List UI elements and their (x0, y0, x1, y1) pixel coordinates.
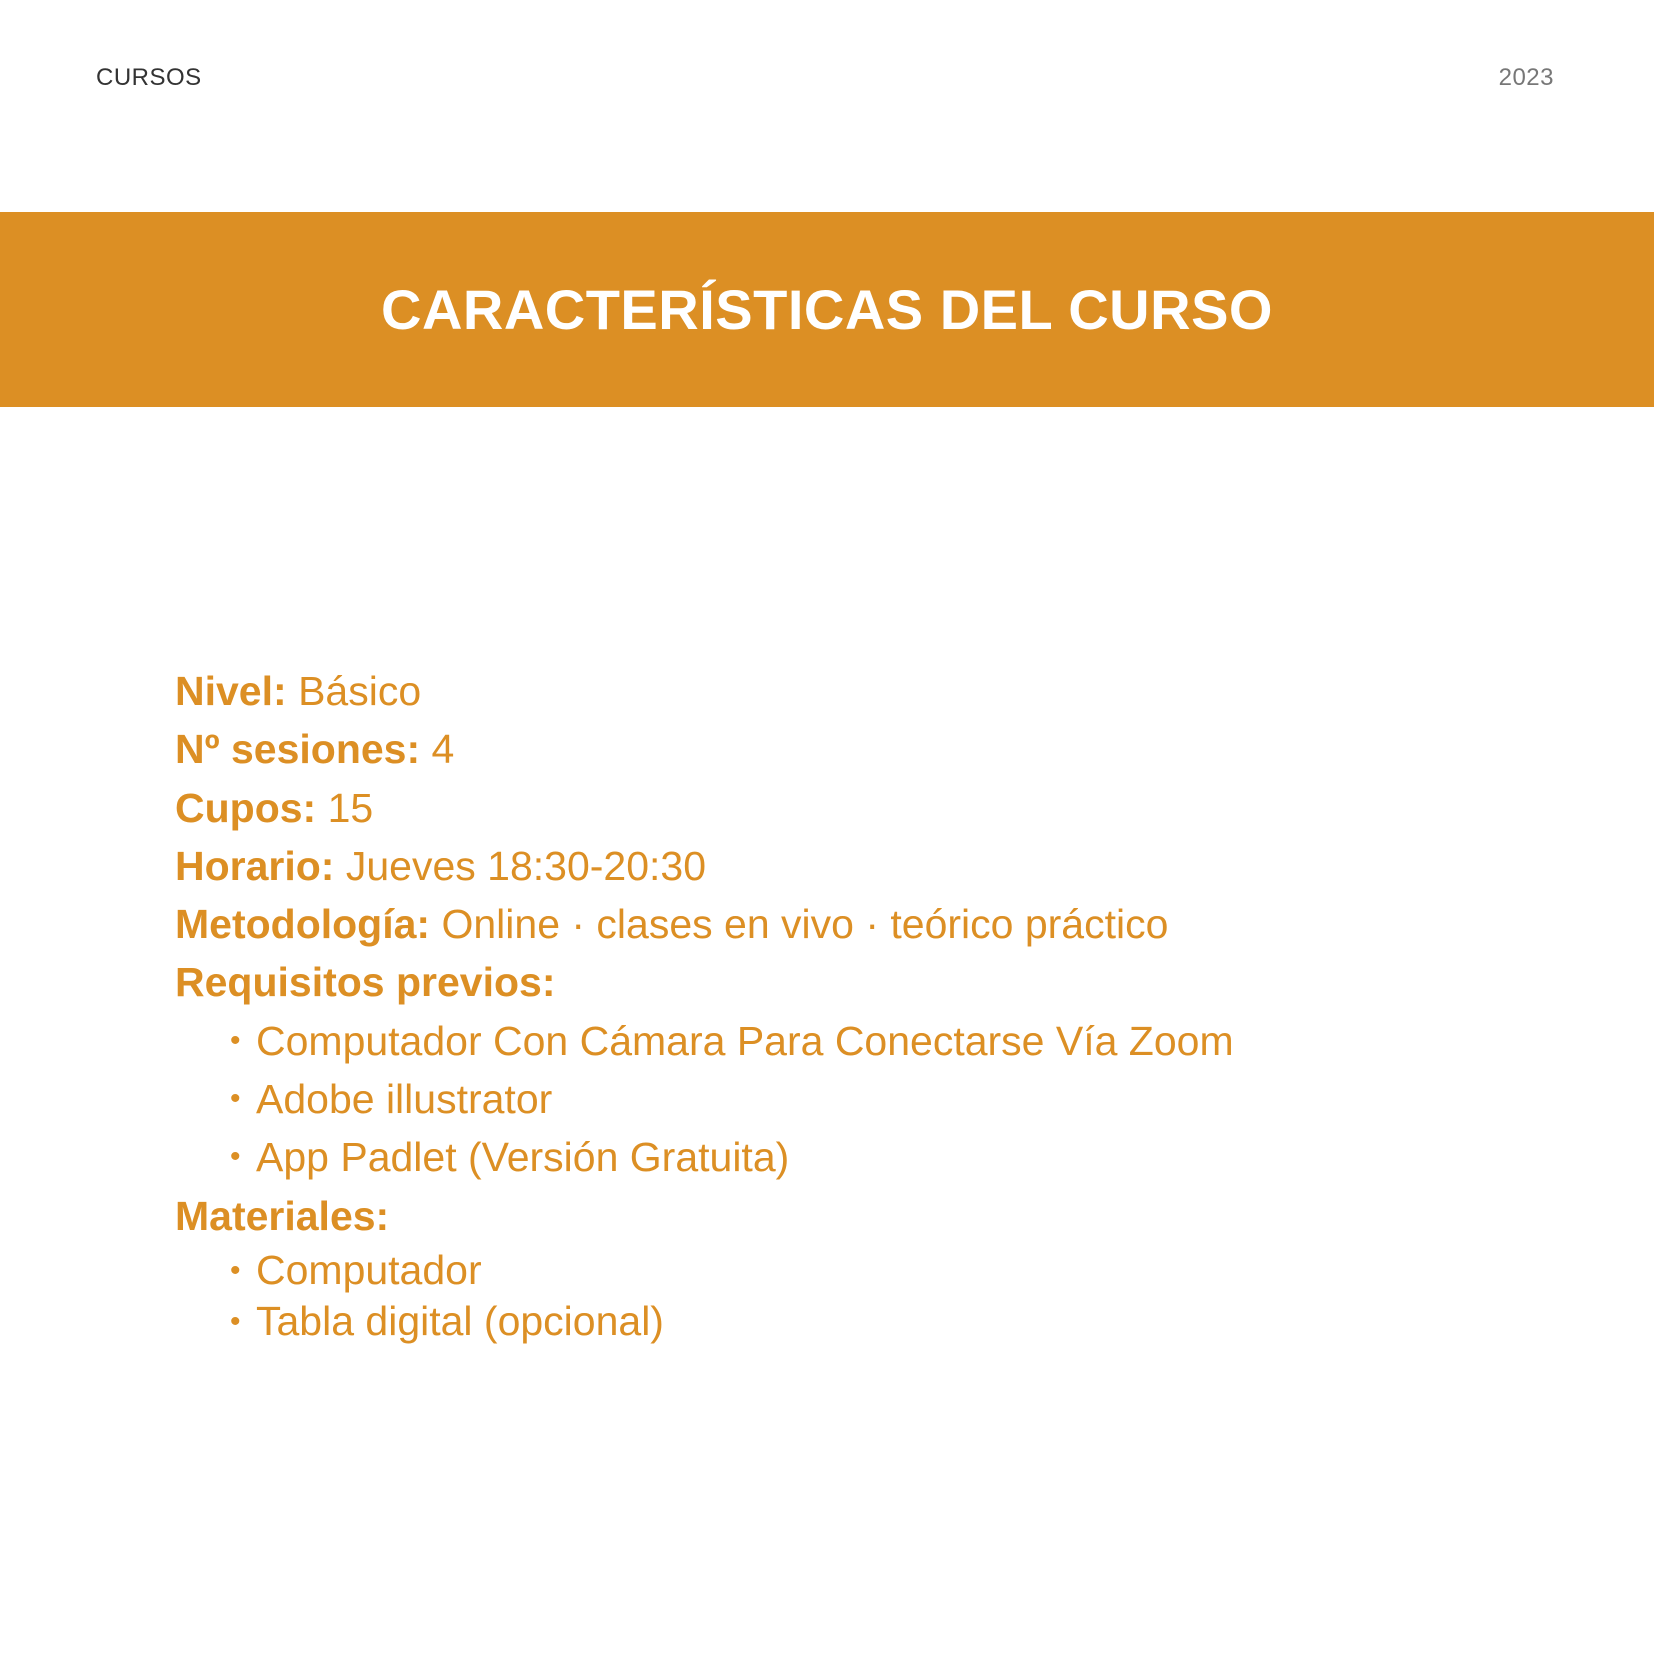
detail-value: Online · clases en vivo · teórico práctico (441, 901, 1169, 948)
list-item (175, 1128, 1234, 1186)
bullet-icon: • (230, 1023, 241, 1057)
detail-horario (175, 837, 1234, 895)
detail-label: Nº sesiones: (175, 726, 421, 773)
detail-cupos (175, 779, 1234, 837)
detail-value: Jueves 18:30-20:30 (345, 842, 707, 889)
list-item-text: Computador (256, 1246, 482, 1293)
detail-value: 15 (327, 784, 374, 831)
detail-label: Horario: (175, 842, 335, 889)
detail-metodologia (175, 895, 1234, 953)
bullet-icon: • (230, 1253, 241, 1287)
detail-label: Metodología: (175, 901, 431, 948)
materiales-heading (175, 1187, 1234, 1245)
materiales-label: Materiales: (175, 1192, 390, 1239)
list-item-text: Tabla digital (opcional) (256, 1297, 664, 1344)
bullet-icon: • (230, 1304, 241, 1338)
course-details (175, 662, 1234, 1347)
list-item (175, 1012, 1234, 1070)
list-item (175, 1245, 1234, 1296)
detail-value: 4 (431, 726, 455, 773)
list-item (175, 1070, 1234, 1128)
list-item (175, 1296, 1234, 1347)
detail-label: Nivel: (175, 668, 287, 714)
year-label: 2023 (1498, 64, 1554, 91)
requisitos-label: Requisitos previos: (175, 959, 556, 1006)
bullet-icon: • (230, 1140, 241, 1174)
list-item-text: App Padlet (Versión Gratuita) (256, 1134, 790, 1181)
requisitos-heading (175, 953, 1234, 1011)
list-item-text: Computador Con Cámara Para Conectarse Vía Zoom (256, 1017, 1234, 1064)
section-label: CURSOS (96, 64, 202, 91)
detail-nivel (175, 662, 1234, 720)
detail-sesiones (175, 720, 1234, 778)
list-item-text: Adobe illustrator (256, 1076, 553, 1123)
bullet-icon: • (230, 1082, 241, 1116)
title-banner (0, 212, 1654, 407)
detail-label: Cupos: (175, 784, 317, 831)
detail-value: Básico (298, 668, 422, 714)
page-title: CARACTERÍSTICAS DEL CURSO (381, 278, 1273, 341)
